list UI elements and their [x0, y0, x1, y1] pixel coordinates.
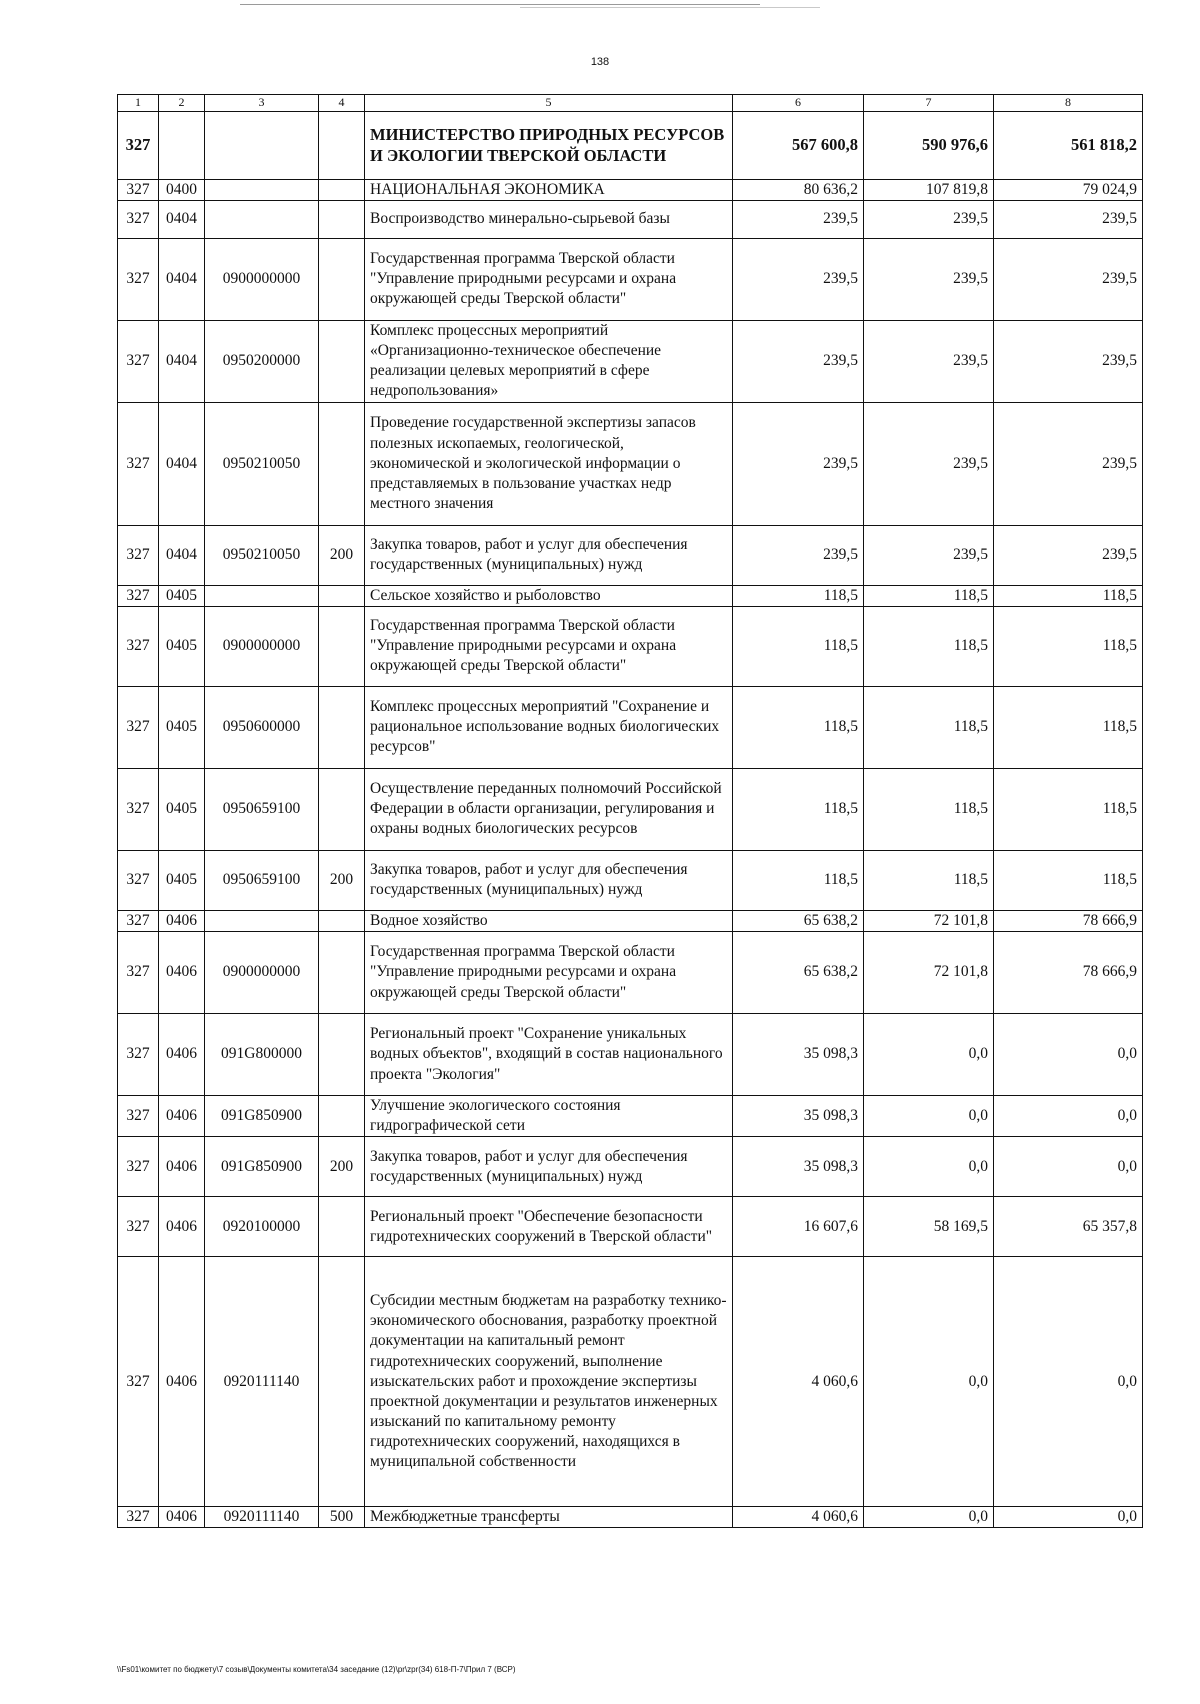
- section-code: 0404: [159, 525, 205, 585]
- department-code: 327: [118, 585, 159, 606]
- expense-type-code: [319, 768, 365, 850]
- page-number: 138: [590, 56, 610, 68]
- item-name: Межбюджетные трансферты: [365, 1507, 733, 1528]
- amount-year-1: 35 098,3: [733, 1014, 864, 1096]
- section-code: 0404: [159, 320, 205, 402]
- amount-year-3: 561 818,2: [994, 111, 1143, 179]
- section-code: 0405: [159, 850, 205, 910]
- department-code: 327: [118, 850, 159, 910]
- amount-year-3: 0,0: [994, 1137, 1143, 1197]
- amount-year-3: 79 024,9: [994, 179, 1143, 200]
- amount-year-2: 239,5: [864, 525, 994, 585]
- target-article-code: [205, 585, 319, 606]
- amount-year-3: 239,5: [994, 320, 1143, 402]
- table-row: [118, 606, 1143, 686]
- expense-type-code: [319, 585, 365, 606]
- section-code: 0406: [159, 1197, 205, 1257]
- section-code: 0405: [159, 606, 205, 686]
- column-header: 6: [733, 95, 864, 112]
- section-code: 0406: [159, 1096, 205, 1137]
- amount-year-2: 72 101,8: [864, 910, 994, 931]
- column-number-row: [118, 95, 1143, 112]
- department-code: 327: [118, 768, 159, 850]
- target-article-code: 0900000000: [205, 932, 319, 1014]
- section-code: 0406: [159, 1137, 205, 1197]
- section-code: 0404: [159, 238, 205, 320]
- table-row: [118, 1197, 1143, 1257]
- amount-year-2: 72 101,8: [864, 932, 994, 1014]
- target-article-code: [205, 179, 319, 200]
- amount-year-3: 118,5: [994, 686, 1143, 768]
- item-name: Закупка товаров, работ и услуг для обеспечения государственных (муниципальных) нужд: [365, 525, 733, 585]
- amount-year-2: 0,0: [864, 1257, 994, 1507]
- expense-type-code: [319, 686, 365, 768]
- amount-year-3: 118,5: [994, 606, 1143, 686]
- department-code: 327: [118, 1507, 159, 1528]
- department-code: 327: [118, 1014, 159, 1096]
- item-name: Улучшение экологического состояния гидрографической сети: [365, 1096, 733, 1137]
- amount-year-2: 118,5: [864, 606, 994, 686]
- target-article-code: 0950210050: [205, 402, 319, 525]
- amount-year-3: 0,0: [994, 1096, 1143, 1137]
- expense-type-code: [319, 932, 365, 1014]
- section-code: 0406: [159, 932, 205, 1014]
- amount-year-2: 118,5: [864, 850, 994, 910]
- section-code: 0400: [159, 179, 205, 200]
- amount-year-1: 4 060,6: [733, 1257, 864, 1507]
- amount-year-1: 16 607,6: [733, 1197, 864, 1257]
- amount-year-2: 239,5: [864, 200, 994, 238]
- amount-year-1: 118,5: [733, 850, 864, 910]
- amount-year-1: 118,5: [733, 768, 864, 850]
- expense-type-code: [319, 111, 365, 179]
- section-code: 0405: [159, 686, 205, 768]
- table-row: [118, 111, 1143, 179]
- amount-year-1: 567 600,8: [733, 111, 864, 179]
- target-article-code: 0950200000: [205, 320, 319, 402]
- amount-year-1: 239,5: [733, 200, 864, 238]
- expense-type-code: [319, 1014, 365, 1096]
- amount-year-1: 65 638,2: [733, 932, 864, 1014]
- amount-year-1: 65 638,2: [733, 910, 864, 931]
- table-row: [118, 768, 1143, 850]
- column-header: 1: [118, 95, 159, 112]
- department-code: 327: [118, 179, 159, 200]
- scan-artifact-line: [520, 7, 820, 8]
- target-article-code: 0900000000: [205, 606, 319, 686]
- item-name: Субсидии местным бюджетам на разработку технико-экономического обоснования, разработку проектной документации на капитальный ремонт гидротехнических сооружений, выполнение изыскательских работ и прохождение экспертизы проектной документации и результатов инженерных изысканий по капитальному ремонту гидротехнических сооружений, находящихся в муниципальной собственности: [365, 1257, 733, 1507]
- section-code: 0406: [159, 1507, 205, 1528]
- table-row: [118, 525, 1143, 585]
- department-code: 327: [118, 686, 159, 768]
- amount-year-3: 239,5: [994, 525, 1143, 585]
- expense-type-code: [319, 1197, 365, 1257]
- section-code: 0406: [159, 1014, 205, 1096]
- item-name: МИНИСТЕРСТВО ПРИРОДНЫХ РЕСУРСОВ И ЭКОЛОГИИ ТВЕРСКОЙ ОБЛАСТИ: [365, 111, 733, 179]
- table-row: [118, 179, 1143, 200]
- item-name: Комплекс процессных мероприятий «Организационно-техническое обеспечение реализации целевых мероприятий в сфере недропользования»: [365, 320, 733, 402]
- item-name: Воспроизводство минерально-сырьевой базы: [365, 200, 733, 238]
- section-code: 0406: [159, 910, 205, 931]
- footer-file-path: \\Fs01\комитет по бюджету\7 созыв\Документы комитета\34 заседание (12)\pr\zpr(34) 618-П-7\Прил 7 (ВСР): [117, 1665, 516, 1674]
- expense-type-code: [319, 320, 365, 402]
- target-article-code: 0920111140: [205, 1507, 319, 1528]
- section-code: 0404: [159, 200, 205, 238]
- amount-year-2: 118,5: [864, 768, 994, 850]
- column-header: 7: [864, 95, 994, 112]
- department-code: 327: [118, 238, 159, 320]
- department-code: 327: [118, 1257, 159, 1507]
- table-row: [118, 585, 1143, 606]
- amount-year-2: 0,0: [864, 1096, 994, 1137]
- expense-type-code: [319, 1096, 365, 1137]
- target-article-code: [205, 200, 319, 238]
- item-name: Сельское хозяйство и рыболовство: [365, 585, 733, 606]
- amount-year-3: 78 666,9: [994, 910, 1143, 931]
- target-article-code: 091G850900: [205, 1137, 319, 1197]
- department-code: 327: [118, 932, 159, 1014]
- department-code: 327: [118, 200, 159, 238]
- column-header: 3: [205, 95, 319, 112]
- expense-type-code: 200: [319, 850, 365, 910]
- department-code: 327: [118, 1096, 159, 1137]
- table-row: [118, 910, 1143, 931]
- table-row: [118, 932, 1143, 1014]
- amount-year-3: 118,5: [994, 585, 1143, 606]
- target-article-code: 0900000000: [205, 238, 319, 320]
- table-row: [118, 402, 1143, 525]
- table-row: [118, 320, 1143, 402]
- item-name: Комплекс процессных мероприятий "Сохранение и рациональное использование водных биологических ресурсов": [365, 686, 733, 768]
- department-code: 327: [118, 606, 159, 686]
- amount-year-1: 35 098,3: [733, 1096, 864, 1137]
- item-name: Региональный проект "Сохранение уникальных водных объектов", входящий в состав национального проекта "Экология": [365, 1014, 733, 1096]
- section-code: [159, 111, 205, 179]
- amount-year-2: 0,0: [864, 1507, 994, 1528]
- amount-year-3: 118,5: [994, 850, 1143, 910]
- amount-year-3: 0,0: [994, 1014, 1143, 1096]
- amount-year-3: 239,5: [994, 238, 1143, 320]
- amount-year-3: 239,5: [994, 200, 1143, 238]
- amount-year-2: 239,5: [864, 320, 994, 402]
- amount-year-1: 118,5: [733, 686, 864, 768]
- amount-year-2: 0,0: [864, 1014, 994, 1096]
- expense-type-code: [319, 910, 365, 931]
- amount-year-2: 239,5: [864, 402, 994, 525]
- expense-type-code: 200: [319, 525, 365, 585]
- department-code: 327: [118, 1137, 159, 1197]
- table-row: [118, 238, 1143, 320]
- expense-type-code: [319, 238, 365, 320]
- item-name: Закупка товаров, работ и услуг для обеспечения государственных (муниципальных) нужд: [365, 850, 733, 910]
- amount-year-1: 4 060,6: [733, 1507, 864, 1528]
- expense-type-code: 500: [319, 1507, 365, 1528]
- section-code: 0405: [159, 768, 205, 850]
- amount-year-2: 239,5: [864, 238, 994, 320]
- target-article-code: [205, 111, 319, 179]
- item-name: Государственная программа Тверской области "Управление природными ресурсами и охрана окружающей среды Тверской области": [365, 606, 733, 686]
- amount-year-2: 118,5: [864, 686, 994, 768]
- amount-year-1: 239,5: [733, 238, 864, 320]
- column-header: 2: [159, 95, 205, 112]
- target-article-code: 0950659100: [205, 768, 319, 850]
- target-article-code: 0950600000: [205, 686, 319, 768]
- table-body: [118, 111, 1143, 1528]
- amount-year-2: 58 169,5: [864, 1197, 994, 1257]
- target-article-code: 0920111140: [205, 1257, 319, 1507]
- table-row: [118, 200, 1143, 238]
- target-article-code: [205, 910, 319, 931]
- expense-type-code: [319, 606, 365, 686]
- amount-year-3: 0,0: [994, 1507, 1143, 1528]
- expense-type-code: [319, 179, 365, 200]
- item-name: Водное хозяйство: [365, 910, 733, 931]
- item-name: Региональный проект "Обеспечение безопасности гидротехнических сооружений в Тверской области": [365, 1197, 733, 1257]
- department-code: 327: [118, 1197, 159, 1257]
- amount-year-3: 239,5: [994, 402, 1143, 525]
- department-code: 327: [118, 402, 159, 525]
- department-code: 327: [118, 111, 159, 179]
- column-header: 5: [365, 95, 733, 112]
- target-article-code: 091G800000: [205, 1014, 319, 1096]
- target-article-code: 091G850900: [205, 1096, 319, 1137]
- amount-year-1: 118,5: [733, 585, 864, 606]
- table-row: [118, 1257, 1143, 1507]
- amount-year-2: 107 819,8: [864, 179, 994, 200]
- department-code: 327: [118, 525, 159, 585]
- column-header: 8: [994, 95, 1143, 112]
- item-name: Закупка товаров, работ и услуг для обеспечения государственных (муниципальных) нужд: [365, 1137, 733, 1197]
- department-code: 327: [118, 910, 159, 931]
- expense-type-code: [319, 1257, 365, 1507]
- amount-year-2: 590 976,6: [864, 111, 994, 179]
- scan-artifact-line: [240, 4, 760, 5]
- amount-year-3: 0,0: [994, 1257, 1143, 1507]
- expense-type-code: [319, 402, 365, 525]
- section-code: 0404: [159, 402, 205, 525]
- amount-year-1: 35 098,3: [733, 1137, 864, 1197]
- amount-year-1: 239,5: [733, 402, 864, 525]
- amount-year-2: 118,5: [864, 585, 994, 606]
- amount-year-1: 80 636,2: [733, 179, 864, 200]
- department-code: 327: [118, 320, 159, 402]
- amount-year-1: 118,5: [733, 606, 864, 686]
- section-code: 0406: [159, 1257, 205, 1507]
- amount-year-2: 0,0: [864, 1137, 994, 1197]
- amount-year-1: 239,5: [733, 525, 864, 585]
- amount-year-3: 65 357,8: [994, 1197, 1143, 1257]
- item-name: Государственная программа Тверской области "Управление природными ресурсами и охрана окружающей среды Тверской области": [365, 238, 733, 320]
- budget-table: [117, 94, 1143, 1528]
- column-header: 4: [319, 95, 365, 112]
- amount-year-3: 118,5: [994, 768, 1143, 850]
- item-name: Осуществление переданных полномочий Российской Федерации в области организации, регулирования и охраны водных биологических ресурсов: [365, 768, 733, 850]
- item-name: Государственная программа Тверской области "Управление природными ресурсами и охрана окружающей среды Тверской области": [365, 932, 733, 1014]
- item-name: НАЦИОНАЛЬНАЯ ЭКОНОМИКА: [365, 179, 733, 200]
- target-article-code: 0950659100: [205, 850, 319, 910]
- table-row: [118, 1096, 1143, 1137]
- table-row: [118, 686, 1143, 768]
- section-code: 0405: [159, 585, 205, 606]
- amount-year-3: 78 666,9: [994, 932, 1143, 1014]
- table-row: [118, 1014, 1143, 1096]
- amount-year-1: 239,5: [733, 320, 864, 402]
- table-row: [118, 1137, 1143, 1197]
- target-article-code: 0950210050: [205, 525, 319, 585]
- table-row: [118, 1507, 1143, 1528]
- table-row: [118, 850, 1143, 910]
- expense-type-code: 200: [319, 1137, 365, 1197]
- item-name: Проведение государственной экспертизы запасов полезных ископаемых, геологической, экономической и экологической информации о представляемых в пользование участках недр местного значения: [365, 402, 733, 525]
- expense-type-code: [319, 200, 365, 238]
- target-article-code: 0920100000: [205, 1197, 319, 1257]
